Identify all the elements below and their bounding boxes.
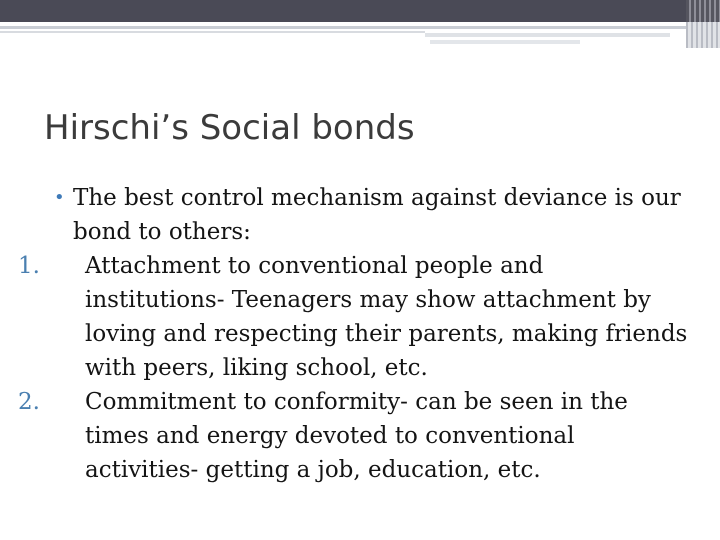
number-marker: 2. — [18, 389, 40, 415]
bullet-marker: • — [54, 187, 65, 208]
header-accent-line — [0, 31, 425, 33]
header-accent-line — [0, 26, 720, 29]
numbered-item — [0, 249, 690, 385]
header-stripes-light — [686, 22, 720, 48]
header-accent-line — [425, 33, 670, 37]
numbered-item — [0, 385, 690, 487]
bullet-item — [0, 181, 690, 249]
numbered-item-text: Commitment to conformity- can be seen in the times and energy devoted to conventional activities- getting a job, education, etc. — [85, 389, 628, 483]
header-bar — [0, 0, 720, 22]
bullet-text: The best control mechanism against deviance is our bond to others: — [73, 185, 681, 245]
number-marker: 1. — [18, 253, 40, 279]
slide-title: Hirschi’s Social bonds — [44, 108, 415, 148]
slide-body — [0, 181, 690, 487]
numbered-item-text: Attachment to conventional people and institutions- Teenagers may show attachment by loving and respecting their parents, making friends with peers, liking school, etc. — [85, 253, 688, 381]
header-accent-line — [430, 40, 580, 44]
